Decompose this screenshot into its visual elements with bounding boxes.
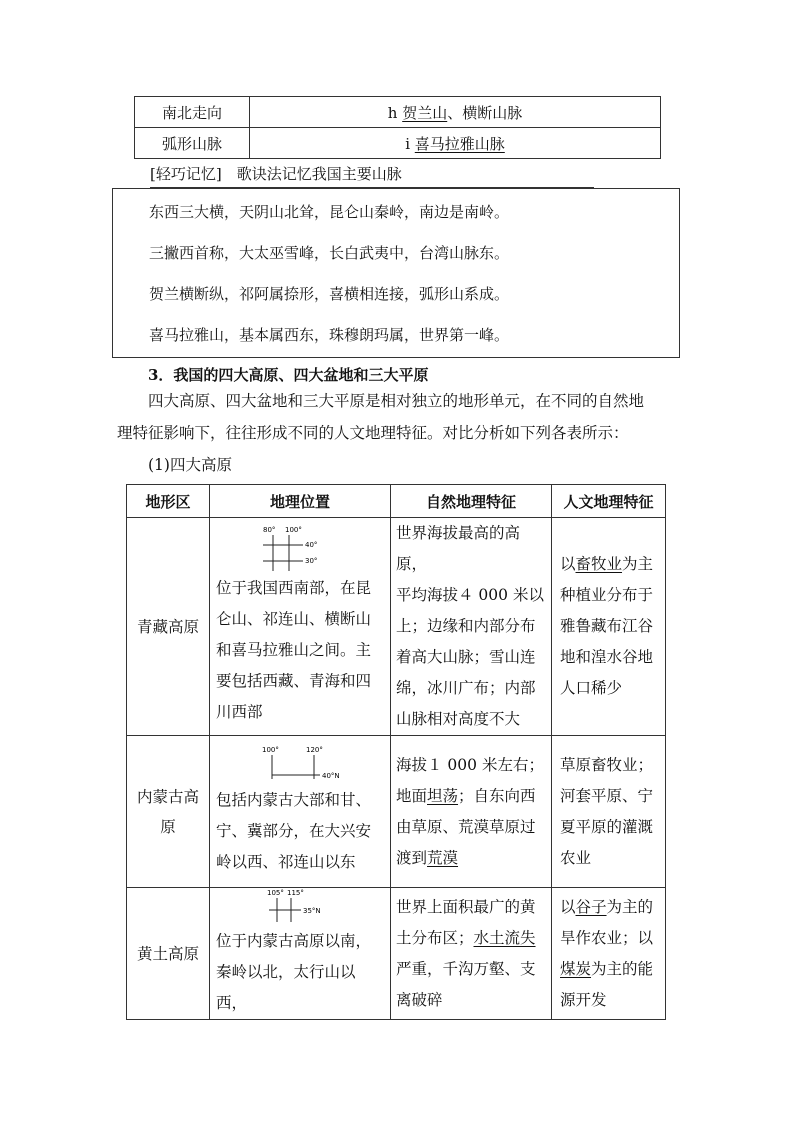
lat-lon-grid-diagram <box>250 745 350 785</box>
memo-heading: [轻巧记忆] 歌诀法记忆我国主要山脉 <box>150 163 594 188</box>
human-cell: 草原畜牧业； 河套平原、宁 夏平原的灌溉 农业 <box>552 736 666 888</box>
memo-line: 东西三大横，天阴山北耸，昆仑山秦岭，南边是南岭。 <box>149 203 510 221</box>
map-label: 120° <box>306 746 323 754</box>
answer-marker: i <box>405 134 410 153</box>
map-label: 40° <box>305 541 318 549</box>
natural-cell: 世界上面积最广的黄 土分布区；水土流失 严重，千沟万壑、支 离破碎 <box>391 888 552 1020</box>
memo-line: 喜马拉雅山，基本属西东，珠穆朗玛属，世界第一峰。 <box>149 326 510 344</box>
intro-line: 理特征影响下，往往形成不同的人文地理特征。对比分析如下列各表所示： <box>117 424 629 442</box>
plateau-name: 内蒙古高 原 <box>127 736 210 888</box>
table-row <box>135 128 661 159</box>
location-cell <box>210 736 391 888</box>
map-label: 100° <box>262 746 279 754</box>
memo-line: 三撇西首称，大太巫雪峰，长白武夷中，台湾山脉东。 <box>149 244 510 262</box>
map-label: 40°N <box>322 772 340 780</box>
sub-title: (1)四大高原 <box>148 456 232 474</box>
location-text: 位于内蒙古高原以南， 秦岭以北，太行山以西， <box>216 932 372 1012</box>
map-label: 35°N <box>303 907 321 915</box>
lat-lon-grid-diagram <box>255 888 345 926</box>
table-row <box>135 97 661 128</box>
row-label: 弧形山脉 <box>135 128 250 159</box>
location-text: 位于我国西南部，在昆 仑山、祁连山、横断山 和喜马拉雅山之间。主 要包括西藏、青海和四 川西部 <box>216 579 372 721</box>
row-value <box>250 97 661 128</box>
plateau-table <box>126 484 666 1020</box>
header-cell: 自然地理特征 <box>391 485 552 518</box>
header-cell: 地形区 <box>127 485 210 518</box>
answer-rest: 、横断山脉 <box>447 103 523 122</box>
natural-cell: 世界海拔最高的高原， 平均海拔４ 000 米以 上；边缘和内部分布 着高大山脉；雪山连 绵，冰川广布；内部 山脉相对高度不大 <box>391 518 552 736</box>
lat-lon-grid-diagram <box>255 525 345 573</box>
header-cell: 人文地理特征 <box>552 485 666 518</box>
map-label: 80° <box>263 526 276 534</box>
natural-cell: 海拔１ 000 米左右； 地面坦荡；自东向西 由草原、荒漠草原过 渡到荒漠 <box>391 736 552 888</box>
answer-marker: h <box>387 103 398 122</box>
location-text: 包括内蒙古大部和甘、 宁、冀部分，在大兴安 岭以西、祁连山以东 <box>216 791 372 871</box>
location-cell <box>210 888 391 1020</box>
human-cell: 以畜牧业为主 种植业分布于 雅鲁藏布江谷 地和湟水谷地 人口稀少 <box>552 518 666 736</box>
plateau-name: 青藏高原 <box>127 518 210 736</box>
intro-line: 四大高原、四大盆地和三大平原是相对独立的地形单元，在不同的自然地 <box>148 392 645 410</box>
answer-text: 贺兰山 <box>402 103 448 122</box>
mountain-direction-table <box>134 96 661 159</box>
row-label: 南北走向 <box>135 97 250 128</box>
location-cell <box>210 518 391 736</box>
memo-line: 贺兰横断纵，祁阿属捺形，喜横相连接，弧形山系成。 <box>149 285 510 303</box>
answer-text: 喜马拉雅山脉 <box>414 134 505 153</box>
section-title: 3．我国的四大高原、四大盆地和三大平原 <box>148 366 429 384</box>
map-label: 100° <box>285 526 302 534</box>
map-label: 30° <box>305 557 318 565</box>
table-row <box>127 736 666 888</box>
map-label: 115° <box>287 889 304 897</box>
table-row <box>127 518 666 736</box>
plateau-name: 黄土高原 <box>127 888 210 1020</box>
memo-box <box>112 188 680 358</box>
human-cell: 以谷子为主的 旱作农业；以 煤炭为主的能 源开发 <box>552 888 666 1020</box>
header-cell: 地理位置 <box>210 485 391 518</box>
table-row <box>127 888 666 1020</box>
table-header-row <box>127 485 666 518</box>
row-value <box>250 128 661 159</box>
map-label: 105° <box>267 889 284 897</box>
